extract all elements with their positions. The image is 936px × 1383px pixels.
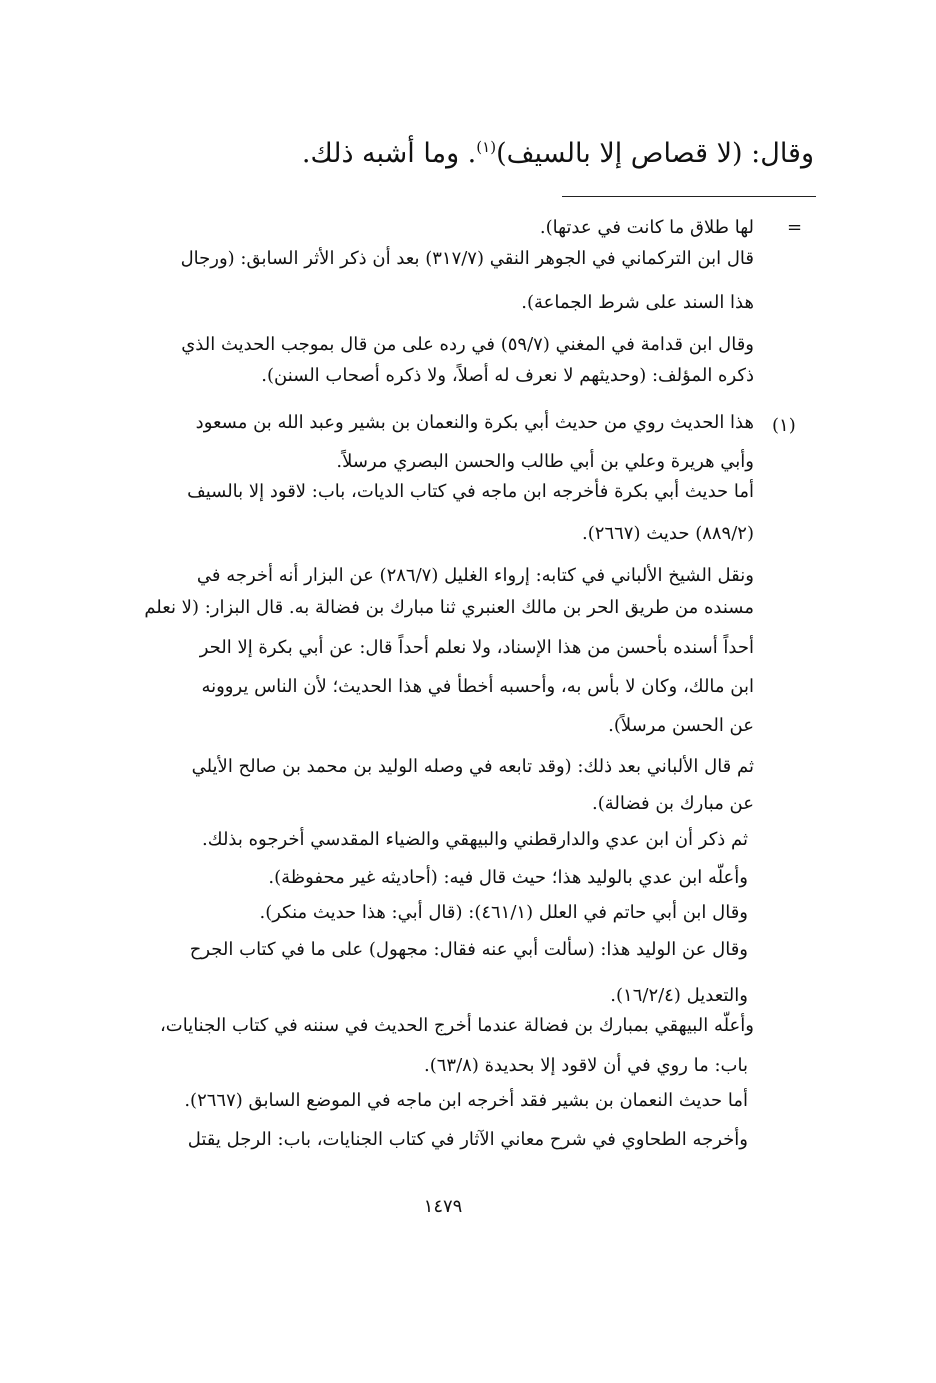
footnote-line: وأعلّه ابن عدي بالوليد هذا؛ حيث قال فيه: (أحاديثه غير محفوظة). [268,867,748,888]
footnote-line: وقال ابن أبي حاتم في العلل (٤٦١/١): (قال أبي: هذا حديث منكر). [259,902,748,923]
footnote-line: ونقل الشيخ الألباني في كتابه: إرواء الغليل (٢٨٦/٧) عن البزار أنه أخرجه في [196,565,754,586]
footnote-line: هذا الحديث روي من حديث أبي بكرة والنعمان بن بشير وعبد الله بن مسعود [195,412,754,433]
footnote-line: وأعلّه البيهقي بمبارك بن فضالة عندما أخرج الحديث في سننه في كتاب الجنايات، [159,1015,754,1036]
footnote-line: باب: ما روي في أن لاقود إلا بحديدة (٦٣/٨). [424,1055,748,1076]
footnote-line: عن مبارك بن فضالة). [592,793,754,814]
continuation-marker: = [787,217,803,238]
footnote-line: أما حديث النعمان بن بشير فقد أخرجه ابن ماجه في الموضع السابق (٢٦٦٧). [184,1090,748,1111]
footnote-reference: (١) [476,138,497,156]
main-text-line [302,126,814,175]
footnote-line: والتعديل (١٦/٢/٤). [610,985,748,1006]
footnote-line: أحداً أسنده بأحسن من هذا الإسناد، ولا نعلم أحداً قال: عن أبي بكرة إلا الحر [199,637,754,658]
footnote-line: قال ابن التركماني في الجوهر النقي (٣١٧/٧) بعد أن ذكر الأثر السابق: (ورجال [180,248,754,269]
footnote-line: لها طلاق ما كانت في عدتها). [539,217,754,238]
footnote-line: مسنده من طريق الحر بن مالك العنبري ثنا مبارك بن فضالة به. قال البزار: (لا نعلم [144,597,754,618]
footnote-line: ثم ذكر أن ابن عدي والدارقطني والبيهقي والضياء المقدسي أخرجوه بذلك. [202,829,748,850]
footnote-divider [562,196,816,197]
footnote-number: (١) [772,415,796,436]
footnote-line: هذا السند على شرط الجماعة). [521,292,754,313]
footnote-line: وأخرجه الطحاوي في شرح معاني الآثار في كتاب الجنايات، باب: الرجل يقتل [187,1129,748,1150]
footnote-line: (٨٨٩/٢) حديث (٢٦٦٧). [582,523,754,544]
footnote-line: أما حديث أبي بكرة فأخرجه ابن ماجه في كتاب الديات، باب: لاقود إلا بالسيف [187,481,754,502]
page-number: ١٤٧٩ [423,1196,463,1217]
footnote-line: عن الحسن مرسلاً). [608,715,754,736]
main-text-end: . وما أشبه ذلك. [301,138,477,169]
footnote-line: وقال عن الوليد هذا: (سألت أبي عنه فقال: مجهول) على ما في كتاب الجرح [189,939,748,960]
footnote-line: ثم قال الألباني بعد ذلك: (وقد تابعه في وصله الوليد بن محمد بن صالح الأيلي [191,756,754,777]
footnote-line: ذكره المؤلف: (وحديثهم لا نعرف له أصلاً، ولا ذكره أصحاب السنن). [261,365,754,386]
footnote-line: وقال ابن قدامة في المغني (٥٩/٧) في رده على من قال بموجب الحديث الذي [181,334,754,355]
footnote-line: وأبي هريرة وعلي بن أبي طالب والحسن البصري مرسلاً. [336,451,754,472]
footnote-line: ابن مالك، وكان لا بأس به، وأحسبه أخطأ في هذا الحديث؛ لأن الناس يروونه [201,676,754,697]
main-text-start: وقال: (لا قصاص إلا بالسيف) [496,138,814,169]
